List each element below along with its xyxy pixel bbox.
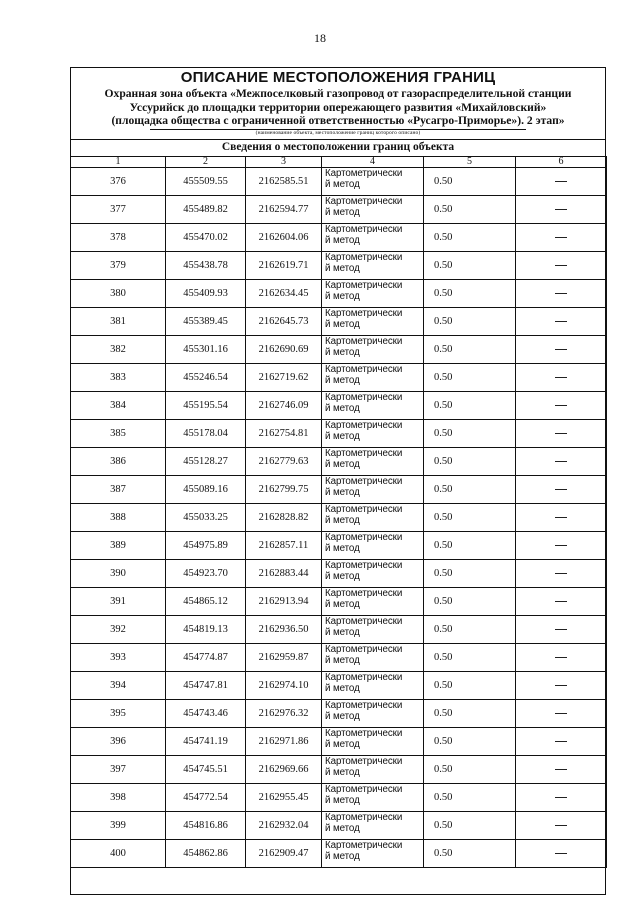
dash-mark [555,209,567,210]
coordinate-y: 2162969.66 [246,756,322,784]
point-number: 389 [71,532,166,560]
coordinate-x: 455195.54 [166,392,246,420]
point-number: 381 [71,308,166,336]
description-cell [516,224,607,252]
point-number: 400 [71,840,166,868]
method-line-1: Картометрически [325,336,403,347]
description-cell [516,616,607,644]
method-line-1: Картометрически [325,196,403,207]
object-description-line-1: Охранная зона объекта «Межпоселковый газопровод от газораспределительной станции [104,87,572,100]
coordinate-x: 454743.46 [166,700,246,728]
method-line-1: Картометрически [325,308,403,319]
point-number: 384 [71,392,166,420]
section-title: Сведения о местоположении границ объекта [221,141,455,153]
coordinate-x: 454865.12 [166,588,246,616]
table-row [71,728,607,756]
coordinate-y: 2162976.32 [246,700,322,728]
accuracy-value: 0.50 [424,616,516,644]
determination-method [322,504,424,532]
description-cell [516,448,607,476]
method-line-1: Картометрически [325,840,403,851]
point-number: 383 [71,364,166,392]
dash-mark [555,853,567,854]
accuracy-value: 0.50 [424,392,516,420]
coordinate-x: 455178.04 [166,420,246,448]
coordinate-x: 454923.70 [166,560,246,588]
dash-mark [555,825,567,826]
section-divider [70,139,606,140]
point-number: 380 [71,280,166,308]
table-row [71,252,607,280]
description-cell [516,588,607,616]
coordinate-y: 2162936.50 [246,616,322,644]
accuracy-value: 0.50 [424,224,516,252]
accuracy-value: 0.50 [424,812,516,840]
description-cell [516,196,607,224]
dash-mark [555,349,567,350]
accuracy-value: 0.50 [424,280,516,308]
method-line-2: й метод [325,711,360,722]
coordinate-y: 2162645.73 [246,308,322,336]
determination-method [322,364,424,392]
determination-method [322,560,424,588]
coordinate-x: 455470.02 [166,224,246,252]
table-row [71,308,607,336]
method-line-1: Картометрически [325,476,403,487]
point-number: 382 [71,336,166,364]
coordinate-x: 455489.82 [166,196,246,224]
coordinate-x: 455409.93 [166,280,246,308]
dash-mark [555,713,567,714]
coordinate-y: 2162585.51 [246,168,322,196]
method-line-2: й метод [325,599,360,610]
determination-method [322,812,424,840]
coordinate-y: 2162799.75 [246,476,322,504]
point-number: 376 [71,168,166,196]
table-row [71,616,607,644]
description-cell [516,336,607,364]
boundary-points-table [70,156,607,868]
method-line-1: Картометрически [325,588,403,599]
point-number: 396 [71,728,166,756]
method-line-2: й метод [325,207,360,218]
coordinate-y: 2162913.94 [246,588,322,616]
method-line-2: й метод [325,515,360,526]
method-line-1: Картометрически [325,420,403,431]
determination-method [322,196,424,224]
method-line-1: Картометрически [325,532,403,543]
method-line-2: й метод [325,571,360,582]
coordinate-x: 454819.13 [166,616,246,644]
method-line-2: й метод [325,739,360,750]
coordinate-y: 2162604.06 [246,224,322,252]
coordinate-y: 2162634.45 [246,280,322,308]
dash-mark [555,293,567,294]
description-cell [516,308,607,336]
point-number: 385 [71,420,166,448]
method-line-1: Картометрически [325,672,403,683]
determination-method [322,532,424,560]
point-number: 399 [71,812,166,840]
accuracy-value: 0.50 [424,504,516,532]
coordinate-x: 454745.51 [166,756,246,784]
accuracy-value: 0.50 [424,672,516,700]
determination-method [322,644,424,672]
accuracy-value: 0.50 [424,448,516,476]
description-cell [516,280,607,308]
column-number: 4 [322,157,424,168]
coordinate-x: 455301.16 [166,336,246,364]
object-caption-note: (наименование объекта, местоположение границ которого описано) [255,130,421,136]
description-cell [516,364,607,392]
description-cell [516,560,607,588]
coordinate-x: 455246.54 [166,364,246,392]
description-cell [516,476,607,504]
coordinate-x: 455033.25 [166,504,246,532]
accuracy-value: 0.50 [424,784,516,812]
determination-method [322,252,424,280]
method-line-2: й метод [325,627,360,638]
method-line-2: й метод [325,179,360,190]
determination-method [322,392,424,420]
table-row [71,588,607,616]
dash-mark [555,321,567,322]
dash-mark [555,685,567,686]
method-line-2: й метод [325,795,360,806]
method-line-2: й метод [325,683,360,694]
dash-mark [555,265,567,266]
table-row [71,532,607,560]
point-number: 392 [71,616,166,644]
description-cell [516,700,607,728]
table-row [71,336,607,364]
point-number: 395 [71,700,166,728]
coordinate-y: 2162779.63 [246,448,322,476]
column-number: 3 [246,157,322,168]
coordinate-y: 2162754.81 [246,420,322,448]
object-description [74,87,602,128]
coordinate-y: 2162619.71 [246,252,322,280]
table-row [71,504,607,532]
table-row [71,476,607,504]
table-row [71,700,607,728]
dash-mark [555,461,567,462]
accuracy-value: 0.50 [424,588,516,616]
description-cell [516,812,607,840]
coordinate-y: 2162959.87 [246,644,322,672]
determination-method [322,616,424,644]
method-line-2: й метод [325,459,360,470]
point-number: 398 [71,784,166,812]
table-row [71,560,607,588]
dash-mark [555,517,567,518]
coordinate-y: 2162909.47 [246,840,322,868]
accuracy-value: 0.50 [424,644,516,672]
table-row [71,392,607,420]
coordinate-x: 454741.19 [166,728,246,756]
coordinate-y: 2162828.82 [246,504,322,532]
method-line-1: Картометрически [325,448,403,459]
table-row [71,448,607,476]
column-number: 1 [71,157,166,168]
table-row [71,364,607,392]
table-row [71,420,607,448]
coordinate-x: 454747.81 [166,672,246,700]
accuracy-value: 0.50 [424,728,516,756]
method-line-2: й метод [325,823,360,834]
column-number: 2 [166,157,246,168]
determination-method [322,728,424,756]
object-description-line-3: (площадка общества с ограниченной ответственностью «Русагро-Приморье»). 2 этап» [111,114,565,127]
accuracy-value: 0.50 [424,308,516,336]
coordinate-y: 2162594.77 [246,196,322,224]
method-line-2: й метод [325,431,360,442]
coordinate-x: 455128.27 [166,448,246,476]
determination-method [322,784,424,812]
determination-method [322,420,424,448]
table-row [71,672,607,700]
column-number-row [71,157,607,168]
method-line-2: й метод [325,403,360,414]
table-row [71,812,607,840]
point-number: 387 [71,476,166,504]
dash-mark [555,433,567,434]
table-row [71,784,607,812]
coordinate-x: 454774.87 [166,644,246,672]
dash-mark [555,769,567,770]
table-row [71,756,607,784]
determination-method [322,448,424,476]
dash-mark [555,405,567,406]
coordinate-y: 2162883.44 [246,560,322,588]
accuracy-value: 0.50 [424,420,516,448]
accuracy-value: 0.50 [424,840,516,868]
dash-mark [555,237,567,238]
coordinate-x: 454772.54 [166,784,246,812]
coordinate-y: 2162955.45 [246,784,322,812]
description-cell [516,532,607,560]
method-line-2: й метод [325,851,360,862]
method-line-1: Картометрически [325,812,403,823]
dash-mark [555,545,567,546]
point-number: 379 [71,252,166,280]
point-number: 391 [71,588,166,616]
determination-method [322,840,424,868]
coordinate-y: 2162974.10 [246,672,322,700]
accuracy-value: 0.50 [424,196,516,224]
method-line-2: й метод [325,347,360,358]
table-row [71,224,607,252]
description-cell [516,252,607,280]
point-number: 393 [71,644,166,672]
accuracy-value: 0.50 [424,560,516,588]
accuracy-value: 0.50 [424,700,516,728]
coordinate-x: 455509.55 [166,168,246,196]
method-line-2: й метод [325,767,360,778]
description-cell [516,420,607,448]
dash-mark [555,573,567,574]
coordinate-y: 2162690.69 [246,336,322,364]
column-number: 6 [516,157,607,168]
accuracy-value: 0.50 [424,252,516,280]
accuracy-value: 0.50 [424,168,516,196]
point-number: 390 [71,560,166,588]
point-number: 377 [71,196,166,224]
table-row [71,196,607,224]
method-line-2: й метод [325,375,360,386]
point-number: 378 [71,224,166,252]
column-number: 5 [424,157,516,168]
table-row [71,168,607,196]
determination-method [322,588,424,616]
method-line-2: й метод [325,543,360,554]
method-line-1: Картометрически [325,616,403,627]
determination-method [322,280,424,308]
determination-method [322,336,424,364]
description-cell [516,728,607,756]
method-line-1: Картометрически [325,392,403,403]
method-line-1: Картометрически [325,224,403,235]
point-number: 397 [71,756,166,784]
accuracy-value: 0.50 [424,756,516,784]
method-line-1: Картометрически [325,168,403,179]
determination-method [322,756,424,784]
point-number: 394 [71,672,166,700]
coordinate-x: 455389.45 [166,308,246,336]
accuracy-value: 0.50 [424,476,516,504]
method-line-2: й метод [325,655,360,666]
method-line-1: Картометрически [325,560,403,571]
description-cell [516,784,607,812]
document-title: ОПИСАНИЕ МЕСТОПОЛОЖЕНИЯ ГРАНИЦ [180,69,496,86]
method-line-1: Картометрически [325,728,403,739]
method-line-1: Картометрически [325,700,403,711]
dash-mark [555,741,567,742]
point-number: 388 [71,504,166,532]
determination-method [322,476,424,504]
accuracy-value: 0.50 [424,364,516,392]
coordinate-y: 2162719.62 [246,364,322,392]
method-line-2: й метод [325,263,360,274]
determination-method [322,672,424,700]
dash-mark [555,377,567,378]
method-line-2: й метод [325,487,360,498]
description-cell [516,840,607,868]
accuracy-value: 0.50 [424,532,516,560]
coordinate-y: 2162971.86 [246,728,322,756]
method-line-1: Картометрически [325,280,403,291]
table-row [71,840,607,868]
coordinate-x: 455438.78 [166,252,246,280]
coordinate-y: 2162746.09 [246,392,322,420]
determination-method [322,700,424,728]
coordinate-x: 454975.89 [166,532,246,560]
method-line-1: Картометрически [325,644,403,655]
description-cell [516,756,607,784]
dash-mark [555,657,567,658]
method-line-1: Картометрически [325,756,403,767]
table-row [71,280,607,308]
coordinate-y: 2162932.04 [246,812,322,840]
determination-method [322,168,424,196]
determination-method [322,224,424,252]
method-line-1: Картометрически [325,364,403,375]
method-line-2: й метод [325,235,360,246]
method-line-1: Картометрически [325,784,403,795]
method-line-1: Картометрически [325,252,403,263]
object-description-line-2: Уссурийск до площадки территории опережающего развития «Михайловский» [129,100,547,114]
dash-mark [555,601,567,602]
method-line-1: Картометрически [325,504,403,515]
description-cell [516,644,607,672]
page-number: 18 [314,31,326,45]
coordinate-x: 455089.16 [166,476,246,504]
description-cell [516,672,607,700]
dash-mark [555,181,567,182]
point-number: 386 [71,448,166,476]
coordinate-x: 454862.86 [166,840,246,868]
description-cell [516,504,607,532]
dash-mark [555,629,567,630]
dash-mark [555,489,567,490]
coordinate-y: 2162857.11 [246,532,322,560]
coordinate-x: 454816.86 [166,812,246,840]
table-row [71,644,607,672]
description-cell [516,168,607,196]
dash-mark [555,797,567,798]
method-line-2: й метод [325,319,360,330]
method-line-2: й метод [325,291,360,302]
determination-method [322,308,424,336]
accuracy-value: 0.50 [424,336,516,364]
description-cell [516,392,607,420]
